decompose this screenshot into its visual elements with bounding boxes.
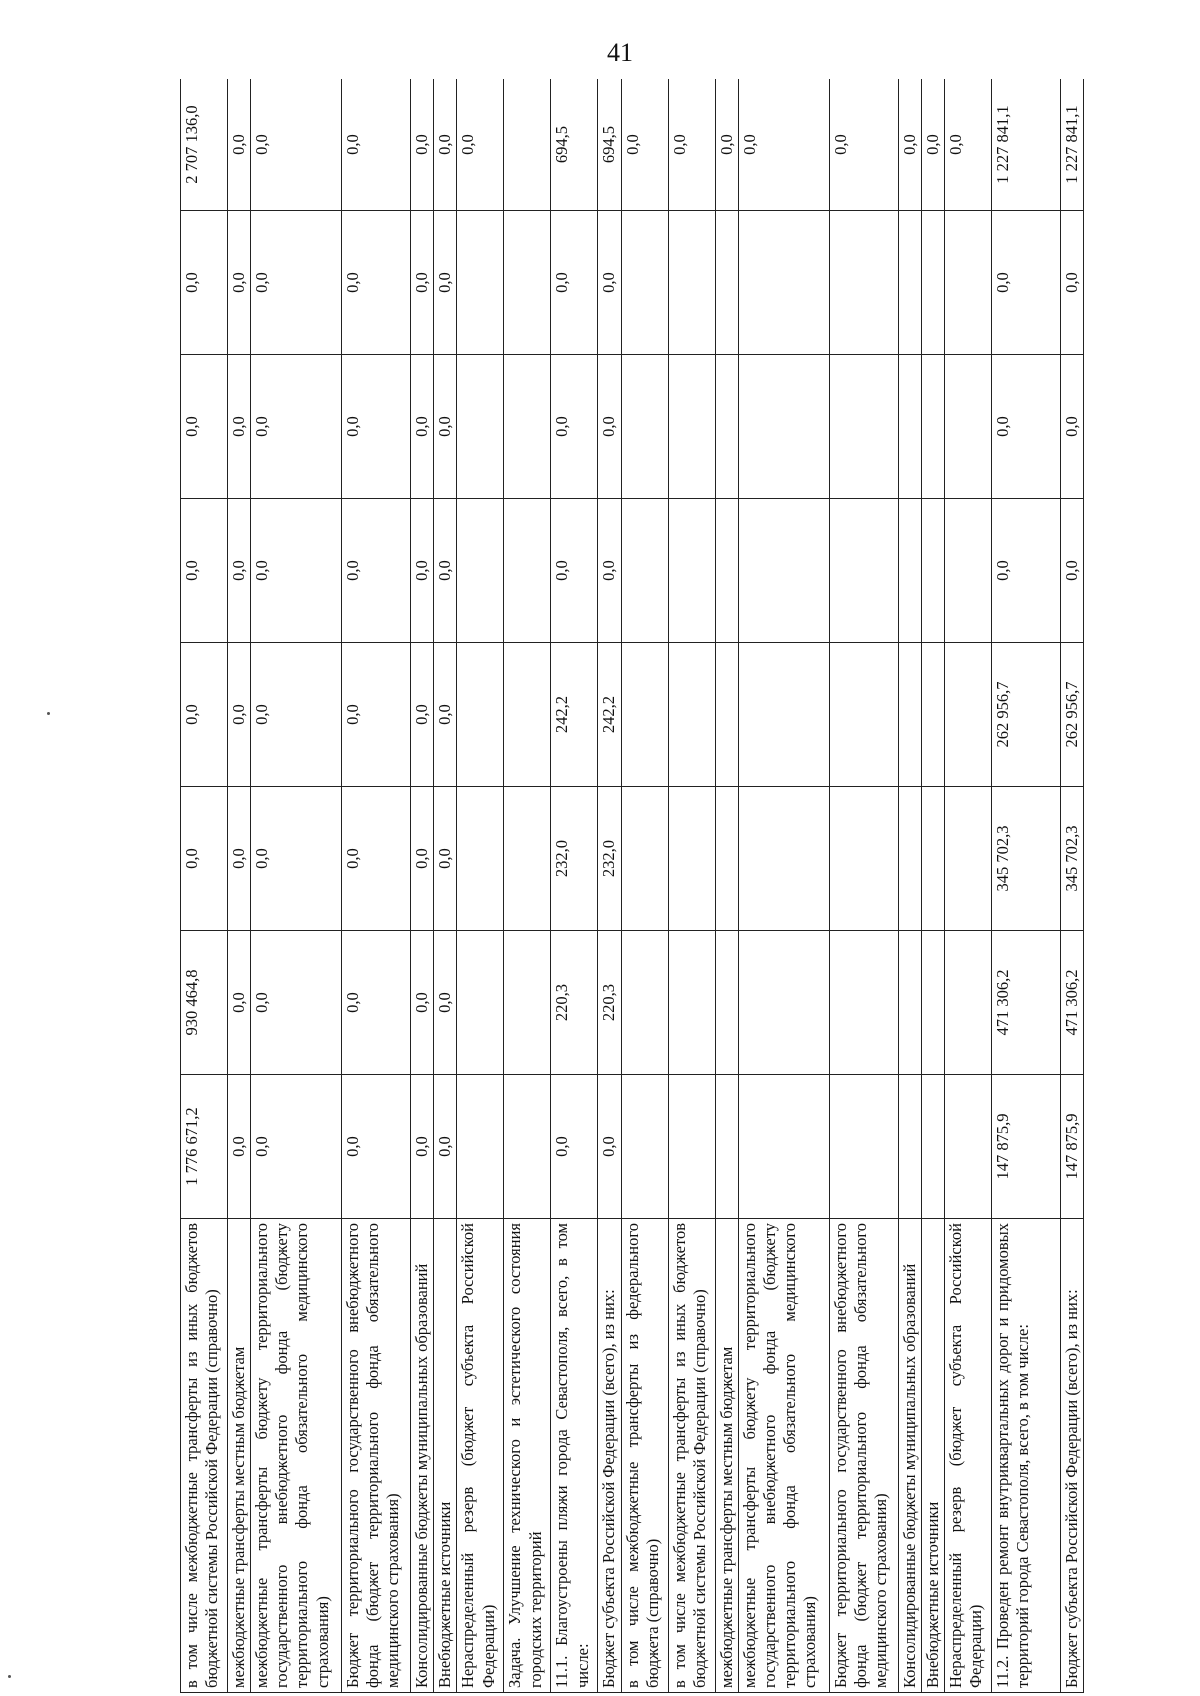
row-label: Нераспределенный резерв (бюджет субъекта Российской Федерации) — [944, 1219, 991, 1693]
value-cell — [668, 787, 715, 931]
value-cell: 0,0 — [251, 931, 342, 1075]
value-cell: 0,0 — [411, 643, 434, 787]
value-cell: 0,0 — [342, 643, 411, 787]
table-row — [944, 79, 991, 1693]
value-cell — [944, 1075, 991, 1219]
value-cell: 345 702,3 — [991, 787, 1060, 931]
row-label: Консолидированные бюджеты муниципальных образований — [411, 1219, 434, 1693]
value-cell — [621, 499, 668, 643]
table-row — [898, 79, 921, 1693]
budget-table — [180, 79, 1084, 1693]
value-cell — [738, 1075, 829, 1219]
value-cell — [738, 787, 829, 931]
value-cell — [829, 499, 898, 643]
table-row — [991, 79, 1060, 1693]
value-cell — [621, 643, 668, 787]
table-row — [1060, 79, 1083, 1693]
value-cell: 262 956,7 — [1060, 643, 1083, 787]
value-cell — [621, 211, 668, 355]
value-cell: 0,0 — [411, 1075, 434, 1219]
value-cell: 0,0 — [434, 1075, 457, 1219]
row-label: Консолидированные бюджеты муниципальных образований — [898, 1219, 921, 1693]
value-cell — [944, 643, 991, 787]
value-cell — [829, 931, 898, 1075]
value-cell — [944, 787, 991, 931]
value-cell: 0,0 — [621, 79, 668, 211]
value-cell — [621, 355, 668, 499]
value-cell: 0,0 — [181, 355, 228, 499]
value-cell — [504, 211, 551, 355]
table-row — [715, 79, 738, 1693]
value-cell: 0,0 — [251, 211, 342, 355]
value-cell — [715, 931, 738, 1075]
row-label: в том числе межбюджетные трансферты из федерального бюджета (справочно) — [621, 1219, 668, 1693]
table-row — [829, 79, 898, 1693]
value-cell — [738, 499, 829, 643]
value-cell — [944, 211, 991, 355]
value-cell — [921, 499, 944, 643]
value-cell: 0,0 — [991, 499, 1060, 643]
value-cell: 0,0 — [434, 787, 457, 931]
value-cell: 0,0 — [434, 931, 457, 1075]
row-label: 11.1. Благоустроены пляжи города Севастополя, всего, в том числе: — [551, 1219, 598, 1693]
row-label: Бюджет территориального государственного внебюджетного фонда (бюджет территориального фонда обязательного медицинского страхования) — [342, 1219, 411, 1693]
row-label: Нераспределенный резерв (бюджет субъекта Российской Федерации) — [457, 1219, 504, 1693]
value-cell — [668, 499, 715, 643]
value-cell: 0,0 — [342, 787, 411, 931]
value-cell: 694,5 — [598, 79, 621, 211]
row-label: в том числе межбюджетные трансферты из иных бюджетов бюджетной системы Российской Федерации (справочно) — [181, 1219, 228, 1693]
table-row — [251, 79, 342, 1693]
value-cell — [504, 79, 551, 211]
value-cell: 0,0 — [342, 355, 411, 499]
value-cell — [668, 355, 715, 499]
value-cell: 0,0 — [228, 499, 251, 643]
row-label: Задача. Улучшение технического и эстетического состояния городских территорий — [504, 1219, 551, 1693]
row-label: Бюджет территориального государственного внебюджетного фонда (бюджет территориального фонда обязательного медицинского страхования) — [829, 1219, 898, 1693]
value-cell: 0,0 — [251, 643, 342, 787]
value-cell: 262 956,7 — [991, 643, 1060, 787]
value-cell — [738, 355, 829, 499]
value-cell: 0,0 — [181, 643, 228, 787]
value-cell: 694,5 — [551, 79, 598, 211]
value-cell: 0,0 — [411, 931, 434, 1075]
value-cell: 0,0 — [411, 211, 434, 355]
value-cell: 0,0 — [251, 79, 342, 211]
value-cell — [457, 643, 504, 787]
value-cell — [621, 1075, 668, 1219]
value-cell — [898, 499, 921, 643]
value-cell: 0,0 — [228, 1075, 251, 1219]
value-cell — [715, 499, 738, 643]
value-cell: 0,0 — [251, 499, 342, 643]
value-cell — [457, 499, 504, 643]
value-cell — [668, 931, 715, 1075]
value-cell: 232,0 — [551, 787, 598, 931]
value-cell: 0,0 — [457, 79, 504, 211]
row-label: межбюджетные трансферты бюджету территориального государственного внебюджетного фонда (бюджету территориального фонда обязательного медицинского страхования) — [738, 1219, 829, 1693]
value-cell — [715, 211, 738, 355]
value-cell: 0,0 — [181, 211, 228, 355]
row-label: в том числе межбюджетные трансферты из иных бюджетов бюджетной системы Российской Федерации (справочно) — [668, 1219, 715, 1693]
value-cell — [898, 931, 921, 1075]
value-cell: 471 306,2 — [1060, 931, 1083, 1075]
value-cell — [668, 1075, 715, 1219]
value-cell: 0,0 — [1060, 211, 1083, 355]
value-cell: 0,0 — [434, 79, 457, 211]
value-cell: 0,0 — [598, 499, 621, 643]
value-cell: 0,0 — [228, 787, 251, 931]
value-cell — [921, 211, 944, 355]
value-cell: 0,0 — [898, 79, 921, 211]
value-cell: 220,3 — [551, 931, 598, 1075]
value-cell: 0,0 — [551, 355, 598, 499]
value-cell: 0,0 — [991, 355, 1060, 499]
value-cell — [715, 787, 738, 931]
table-row — [504, 79, 551, 1693]
value-cell — [944, 499, 991, 643]
value-cell: 0,0 — [181, 787, 228, 931]
value-cell — [921, 1075, 944, 1219]
value-cell: 147 875,9 — [1060, 1075, 1083, 1219]
value-cell — [898, 211, 921, 355]
row-label: межбюджетные трансферты местным бюджетам — [228, 1219, 251, 1693]
value-cell: 0,0 — [738, 79, 829, 211]
value-cell — [898, 643, 921, 787]
table-row — [411, 79, 434, 1693]
value-cell: 471 306,2 — [991, 931, 1060, 1075]
value-cell: 0,0 — [411, 355, 434, 499]
value-cell: 1 227 841,1 — [1060, 79, 1083, 211]
value-cell — [921, 931, 944, 1075]
value-cell — [898, 787, 921, 931]
value-cell: 345 702,3 — [1060, 787, 1083, 931]
value-cell: 1 227 841,1 — [991, 79, 1060, 211]
value-cell: 0,0 — [342, 79, 411, 211]
value-cell — [504, 1075, 551, 1219]
row-label: 11.2. Проведен ремонт внутриквартальных дорог и придомовых территорий города Севастополя, всего, в том числе: — [991, 1219, 1060, 1693]
value-cell: 1 776 671,2 — [181, 1075, 228, 1219]
value-cell — [738, 211, 829, 355]
value-cell: 0,0 — [228, 211, 251, 355]
table-row — [598, 79, 621, 1693]
value-cell — [829, 1075, 898, 1219]
value-cell — [457, 787, 504, 931]
value-cell — [621, 931, 668, 1075]
value-cell: 0,0 — [598, 1075, 621, 1219]
row-label: Внебюджетные источники — [921, 1219, 944, 1693]
value-cell — [504, 499, 551, 643]
value-cell: 0,0 — [668, 79, 715, 211]
value-cell — [898, 1075, 921, 1219]
value-cell: 0,0 — [921, 79, 944, 211]
value-cell: 0,0 — [342, 211, 411, 355]
value-cell: 0,0 — [251, 1075, 342, 1219]
value-cell — [668, 643, 715, 787]
value-cell — [715, 643, 738, 787]
value-cell: 242,2 — [551, 643, 598, 787]
value-cell: 0,0 — [551, 211, 598, 355]
value-cell — [457, 1075, 504, 1219]
row-label: Внебюджетные источники — [434, 1219, 457, 1693]
value-cell: 0,0 — [411, 79, 434, 211]
value-cell — [504, 931, 551, 1075]
value-cell: 0,0 — [228, 643, 251, 787]
value-cell — [898, 355, 921, 499]
table-row — [228, 79, 251, 1693]
value-cell: 0,0 — [411, 499, 434, 643]
value-cell — [504, 355, 551, 499]
value-cell: 0,0 — [598, 211, 621, 355]
value-cell — [921, 643, 944, 787]
value-cell — [829, 355, 898, 499]
value-cell — [504, 787, 551, 931]
row-label: межбюджетные трансферты бюджету территориального государственного внебюджетного фонда (бюджету территориального фонда обязательного медицинского страхования) — [251, 1219, 342, 1693]
value-cell: 242,2 — [598, 643, 621, 787]
value-cell: 0,0 — [342, 931, 411, 1075]
value-cell — [921, 787, 944, 931]
value-cell — [504, 643, 551, 787]
value-cell: 0,0 — [342, 1075, 411, 1219]
value-cell — [829, 211, 898, 355]
value-cell: 0,0 — [551, 499, 598, 643]
scan-speck — [8, 1675, 11, 1678]
value-cell: 0,0 — [251, 355, 342, 499]
value-cell: 0,0 — [228, 931, 251, 1075]
value-cell: 0,0 — [715, 79, 738, 211]
value-cell: 0,0 — [1060, 355, 1083, 499]
value-cell: 0,0 — [411, 787, 434, 931]
value-cell: 147 875,9 — [991, 1075, 1060, 1219]
value-cell: 0,0 — [228, 355, 251, 499]
table-row — [342, 79, 411, 1693]
table-row — [738, 79, 829, 1693]
row-label: Бюджет субъекта Российской Федерации (всего), из них: — [1060, 1219, 1083, 1693]
page-number: 41 — [607, 38, 633, 67]
value-cell: 930 464,8 — [181, 931, 228, 1075]
table-row — [921, 79, 944, 1693]
table-row — [551, 79, 598, 1693]
value-cell — [715, 355, 738, 499]
row-label: Бюджет субъекта Российской Федерации (всего), из них: — [598, 1219, 621, 1693]
value-cell — [738, 931, 829, 1075]
rotated-table-area — [180, 79, 1200, 1693]
value-cell: 0,0 — [434, 355, 457, 499]
value-cell: 220,3 — [598, 931, 621, 1075]
value-cell: 0,0 — [434, 643, 457, 787]
value-cell — [457, 355, 504, 499]
value-cell: 2 707 136,0 — [181, 79, 228, 211]
row-label: межбюджетные трансферты местным бюджетам — [715, 1219, 738, 1693]
value-cell — [668, 211, 715, 355]
value-cell: 0,0 — [944, 79, 991, 211]
value-cell: 0,0 — [434, 499, 457, 643]
value-cell — [944, 355, 991, 499]
value-cell: 0,0 — [829, 79, 898, 211]
value-cell — [829, 787, 898, 931]
table-row — [621, 79, 668, 1693]
scan-speck — [47, 712, 50, 715]
value-cell: 0,0 — [551, 1075, 598, 1219]
value-cell: 0,0 — [251, 787, 342, 931]
value-cell — [944, 931, 991, 1075]
table-row — [457, 79, 504, 1693]
value-cell: 0,0 — [1060, 499, 1083, 643]
value-cell — [921, 355, 944, 499]
table-row — [181, 79, 228, 1693]
value-cell: 0,0 — [181, 499, 228, 643]
value-cell: 0,0 — [342, 499, 411, 643]
value-cell: 0,0 — [991, 211, 1060, 355]
value-cell: 232,0 — [598, 787, 621, 931]
value-cell — [457, 211, 504, 355]
value-cell: 0,0 — [228, 79, 251, 211]
table-row — [668, 79, 715, 1693]
value-cell: 0,0 — [598, 355, 621, 499]
value-cell — [738, 643, 829, 787]
value-cell — [621, 787, 668, 931]
value-cell — [715, 1075, 738, 1219]
table-row — [434, 79, 457, 1693]
value-cell: 0,0 — [434, 211, 457, 355]
value-cell — [829, 643, 898, 787]
value-cell — [457, 931, 504, 1075]
